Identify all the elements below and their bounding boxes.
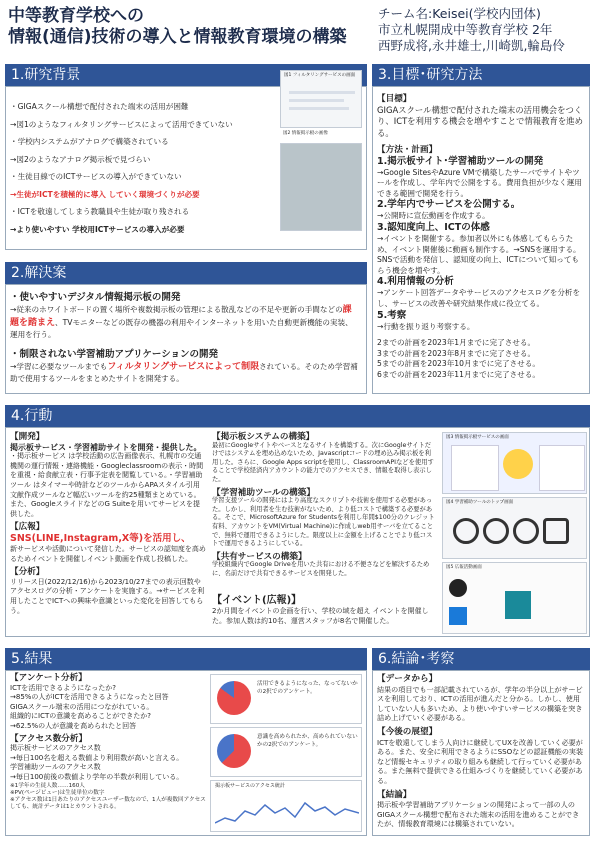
tool-body: 学習支援ツールの開発にはより高度なスクリプトや技術を使用する必要があった。しかし、利用者を生む技術がないため、より低コストで構築する必要がある。そこで、MicrosoftAzure for Studentsを利用し年間$100分のクレジット有料、アカウントをVM(Virtual Machine)に作成しweb用サーバを立てることで、無料で運用できるようにした。限度以上に金額を上げることでより低コストで運用できるようにしている。 bbox=[212, 497, 435, 548]
figure-3-panel bbox=[539, 445, 585, 491]
bg-line: ・生徒目線でのICTサービスの導入ができていない bbox=[10, 172, 182, 181]
figure-1-caption: 図1 フィルタリングサービスの画面 bbox=[284, 73, 356, 78]
plan-item-body: →イベントを開催する。参加者以外にも体感してもらうため、イベント開催後に動画も制作する。→SNSを運用する。SNSで活動を発信し、認知度の向上、ICTについて知ってもらう機会を増やす。 bbox=[377, 234, 581, 275]
solution-body-2 bbox=[10, 361, 360, 385]
figure-2-board-photo bbox=[280, 143, 362, 231]
share-body: 学校組織内でGoogle Driveを用いた共有における不便さなどを解決するために、名前だけで共有できるサービスを開発した。 bbox=[212, 561, 430, 577]
access-line: 掲示板サービスのアクセス数 bbox=[10, 744, 101, 753]
analysis-heading: 【分析】 bbox=[10, 567, 45, 578]
access-note: ※PV(ページビュー)は生徒単位の数字 bbox=[10, 789, 105, 796]
board-heading: 【掲示板システムの構築】 bbox=[212, 432, 315, 442]
access-line: →毎日100前後の数値より学年の半数が利用している。 bbox=[10, 772, 184, 781]
pr-heading: 【広報】 bbox=[10, 522, 45, 533]
bg-line: →図1のようなフィルタリングサービスによって活用できていない bbox=[10, 119, 233, 129]
section-header-solution: 2.解決案 bbox=[5, 262, 367, 284]
background-list bbox=[10, 98, 290, 238]
analysis-body: リリース日(2022/12/16)から2023/10/27までの表示回数やアクセスログの分析・アンケートを実施する。→サービスを利用したことでICTへの興味や意識といった変化を回答してもらう。 bbox=[10, 577, 205, 615]
dev-body: ・掲示板サービス は学校活動の広告画像表示、札幌市の交通機関の運行情報・連絡機能・Googleclassroomの表示・時間を重視・給食献立表・行事予定表を閲覧している。・学習補助ツール はタイマーや時計などのツールからAPAスタイル引用文献作成ツールなど幅広いツールを約25種類まとめている。また、GoogleスライドなどのG Suiteを用いてサービスを提供した。 bbox=[10, 452, 204, 518]
plan-item-heading: 5.考察 bbox=[377, 309, 407, 321]
school-name: 市立札幌開成中等教育学校 2年 bbox=[378, 22, 553, 37]
future-heading: 【今後の展望】 bbox=[377, 726, 438, 737]
conclusion-body: 掲示板や学習補助アプリケーションの開発によって一部の人のGIGAスクール構想で配布された端末の活用を進めることができたが、情報教育環境には構築されていない。 bbox=[377, 800, 580, 829]
pie-1-note: 活用できるようになった、なってないかの2択でのアンケート。 bbox=[257, 681, 358, 695]
stopwatch-icon bbox=[513, 518, 539, 544]
figure-2-caption-area bbox=[280, 130, 362, 142]
data-heading: 【データから】 bbox=[377, 674, 438, 684]
pie-chart-1-figure bbox=[210, 674, 362, 724]
access-line-chart-figure bbox=[210, 780, 362, 832]
plan-item-heading: 4.利用情報の分析 bbox=[377, 276, 454, 288]
solution-heading-2: ・制限されない学習補助アプリケーションの開発 bbox=[10, 348, 219, 360]
solution-body-2a: →学習に必要なツールまでも bbox=[10, 361, 108, 371]
plan-item-heading: 1.掲示板サイト･学習補助ツールの開発 bbox=[377, 155, 544, 167]
bg-line: ・ICTを敬遠してしまう教職員や生徒が取り残される bbox=[10, 207, 190, 216]
figure-1-filtering bbox=[280, 70, 362, 128]
plan-item-body: →Google SitesやAzure VMで構築したサーバでサイトやツールを作成し、学年内で公開をする。費用負担が少なく運用できる範囲で開発を行う。 bbox=[377, 167, 582, 198]
survey-line: 組織的にICTの意識を高めることができたか? bbox=[10, 712, 151, 721]
access-line bbox=[215, 803, 359, 823]
solution-emphasis-2: フィルタリングサービスによって制限 bbox=[107, 361, 260, 372]
goal-body: GIGAスクール構想で配付された端末の活用機会をつくり、ICTを利用する機会を増やすことで情報教育を進める。 bbox=[377, 104, 584, 138]
goal-heading: 【目標】 bbox=[377, 94, 412, 104]
section-header-background: 1.研究背景 bbox=[5, 64, 367, 86]
figure-placeholder-line bbox=[289, 107, 349, 110]
figure-5-caption: 図5 広報活動画面 bbox=[446, 565, 482, 570]
board-body: 最初にGoogleサイトやベースとなるサイトを構築する。次にGoogleサイトだけではシステムを埋め込めないため、Javascriptコードの埋め込み掲示板を利用した。さらに、Google Apps scriptを使用し、ClassroomAPIなどを使用することで学校経済内アカウントの能力でのアクセスでき、情報を取得し表示した。 bbox=[212, 441, 434, 483]
plan-heading: 【方法・計画】 bbox=[377, 145, 438, 156]
tool-heading: 【学習補助ツールの構築】 bbox=[212, 487, 315, 498]
event-text bbox=[212, 595, 437, 626]
section-header-conclusion: 6.結論･考察 bbox=[372, 648, 590, 670]
title-line-1: 中等教育学校への bbox=[8, 6, 144, 26]
access-line-chart bbox=[215, 793, 359, 829]
bg-line: ・GIGAスクール構想で配付された端末の活用が困難 bbox=[10, 102, 189, 111]
solution-body-2b: されている。そのため学習補助で使用するツールをまとめたサイトを開発する。 bbox=[10, 361, 358, 383]
figure-3-caption: 図3 情報掲示板サービスの画面 bbox=[446, 435, 509, 440]
figure-placeholder-line bbox=[289, 91, 355, 94]
schedule-line: 5までの計画を2023年10月までに完了させる。 bbox=[377, 359, 540, 369]
spacer bbox=[10, 341, 360, 349]
figure-3-circle bbox=[503, 449, 533, 479]
survey-line: →85%の人がICTを活用できるようになったと回答 bbox=[10, 693, 169, 702]
section-header-goals: 3.目標･研究方法 bbox=[372, 64, 590, 86]
figure-4-caption: 図4 学習補助ツールのトップ画面 bbox=[446, 500, 514, 505]
figure-3-panel bbox=[451, 445, 499, 491]
pr-title: SNS(LINE,Instagram,X等)を活用し、 bbox=[10, 532, 191, 544]
pie-chart-2 bbox=[217, 734, 251, 768]
logo-icon bbox=[449, 607, 467, 625]
schedule-line: 3までの計画を2023年8月までに完了させる。 bbox=[377, 348, 536, 358]
plan-item-heading: 3.認知度向上、ICTの体感 bbox=[377, 222, 490, 234]
bg-line: →図2のようなアナログ掲示板で見づらい bbox=[10, 154, 151, 164]
team-name: チーム名:Keisei(学校内団体) bbox=[378, 6, 541, 21]
figure-placeholder-line bbox=[289, 99, 344, 102]
access-line: →毎日100名を超える数値より利用数が高いと言える。 bbox=[10, 753, 184, 762]
pie-chart-2-figure bbox=[210, 727, 362, 777]
bg-line-emphasis: →生徒がICTを積極的に導入 していく環境づくりが必要 bbox=[10, 189, 200, 199]
solution-body-1a: →従来のホワイトボードの置く場所や複数掲示板の管理による散乱などの不足や更新の手間などの bbox=[10, 305, 343, 314]
figure-5-pr bbox=[442, 562, 587, 634]
event-body: 2か月間をイベントの企画を行い、学校の域を超え イベントを開催した。参加人数は約10名、運営スタッフが8名で開催した。 bbox=[212, 607, 429, 625]
schedule-line: 6までの計画を2023年11月までに完了させる。 bbox=[377, 370, 540, 379]
access-heading: 【アクセス数分析】 bbox=[10, 733, 88, 744]
members: 西野成将,永井雄士,川崎凱,輪島伶 bbox=[378, 38, 565, 53]
figure-4-tools bbox=[442, 497, 587, 559]
plan-item-body: →アンケート回答データやサービスのアクセスログを分析をし、サービスの改善や研究結果作成に役立てる。 bbox=[377, 288, 581, 309]
data-body: 結果の項目でも一部記載されているが、学年の半分以上がサービスを利用しており、ICTの活用が進んだと分かる。しかし、使用していない人も多いため、より使いやすいサービスの構築を突き詰め上げていく必要がある。 bbox=[377, 684, 583, 723]
pr-body: 新サービスや活動について発信した。サービスの認知度を高めるためイベントを開催しイベント動画を作成し投稿した。 bbox=[10, 544, 206, 563]
logo-icon bbox=[449, 579, 467, 597]
plan-item-heading: 2.学年内でサービスを公開する。 bbox=[377, 199, 521, 211]
bg-line-emphasis: →より使いやすい 学校用ICTサービスの導入が必要 bbox=[10, 224, 185, 234]
survey-line: →62.5%の人が意識を高められたと回答 bbox=[10, 721, 137, 730]
results-text bbox=[10, 674, 206, 811]
k-logo-icon bbox=[505, 591, 531, 619]
team-info bbox=[378, 6, 590, 54]
solution-text bbox=[10, 292, 360, 385]
future-body: ICTを敬遠してしまう人向けに継続してUXを改善していく必要がある。また、安全に利用できるようにSSOなどの認証機能の実装など情報セキュリティの取り組みも継続して行っていく必要がある。また無料で提供できる仕組みづくりを継続していく必要がある。 bbox=[377, 737, 584, 785]
timer-icon bbox=[483, 518, 509, 544]
access-note: ※アクセス数は1日あたりのアクセスユーザー数なので、1人が複数回アクセスしても、統計データは1とカウントされる。 bbox=[10, 796, 206, 811]
bg-line: ・学校内システムがアナログで構築されている bbox=[10, 137, 169, 146]
plan-item-body: →行動を振り返り考察する。 bbox=[377, 321, 475, 331]
section-header-results: 5.結果 bbox=[5, 648, 367, 670]
section-header-action: 4.行動 bbox=[5, 405, 590, 427]
access-note: ※1学年の生徒人数……160人 bbox=[10, 782, 85, 789]
pie-2-note: 意識を高められたか、高められていないかの2択でのアンケート。 bbox=[257, 734, 358, 748]
survey-line: GIGAスクール端末の活用につながれている。 bbox=[10, 702, 154, 711]
calendar-icon bbox=[543, 518, 569, 544]
conclusion-heading: 【結論】 bbox=[377, 789, 412, 800]
dev-heading: 【開発】 bbox=[10, 432, 45, 442]
survey-line: ICTを活用できるようになったか? bbox=[10, 683, 116, 692]
survey-heading: 【アンケート分析】 bbox=[10, 673, 87, 683]
solution-body-1 bbox=[10, 304, 360, 341]
schedule-line: 2までの計画を2023年1月までに完了させる。 bbox=[377, 338, 536, 348]
solution-body-1b: 、TVモニターなどの既存の機器の利用やインターネットを用いた自動更新機能の実装、運用を行う。 bbox=[10, 317, 353, 339]
conclusion-text bbox=[377, 675, 585, 829]
plan-item-body: →公開時に宣伝動画を作成する。 bbox=[377, 211, 490, 221]
action-middle-text bbox=[212, 433, 437, 579]
access-chart-caption: 掲示板サービスのアクセス統計 bbox=[215, 783, 285, 789]
goals-text bbox=[377, 94, 585, 381]
poster-title bbox=[8, 6, 363, 48]
pie-chart-1 bbox=[217, 681, 251, 715]
figure-3-board bbox=[442, 432, 587, 494]
share-heading: 【共有サービスの構築】 bbox=[212, 551, 307, 562]
action-left-text bbox=[10, 433, 206, 616]
solution-emphasis-1: 課題を踏まえ bbox=[10, 305, 352, 328]
event-heading: 【イベント(広報)】 bbox=[212, 595, 302, 606]
title-line-2: 情報(通信)技術の導入と情報教育環境の構築 bbox=[8, 27, 347, 47]
solution-heading-1: ・使いやすいデジタル情報掲示板の開発 bbox=[10, 292, 181, 303]
clock-icon bbox=[453, 518, 479, 544]
figure-2-caption: 図2 情報掲示板の画像 bbox=[283, 131, 328, 136]
dev-title: 掲示板サービス・学習補助サイトを開発・提供した。 bbox=[10, 442, 202, 452]
access-line: 学習補助ツールのアクセス数 bbox=[10, 763, 101, 772]
